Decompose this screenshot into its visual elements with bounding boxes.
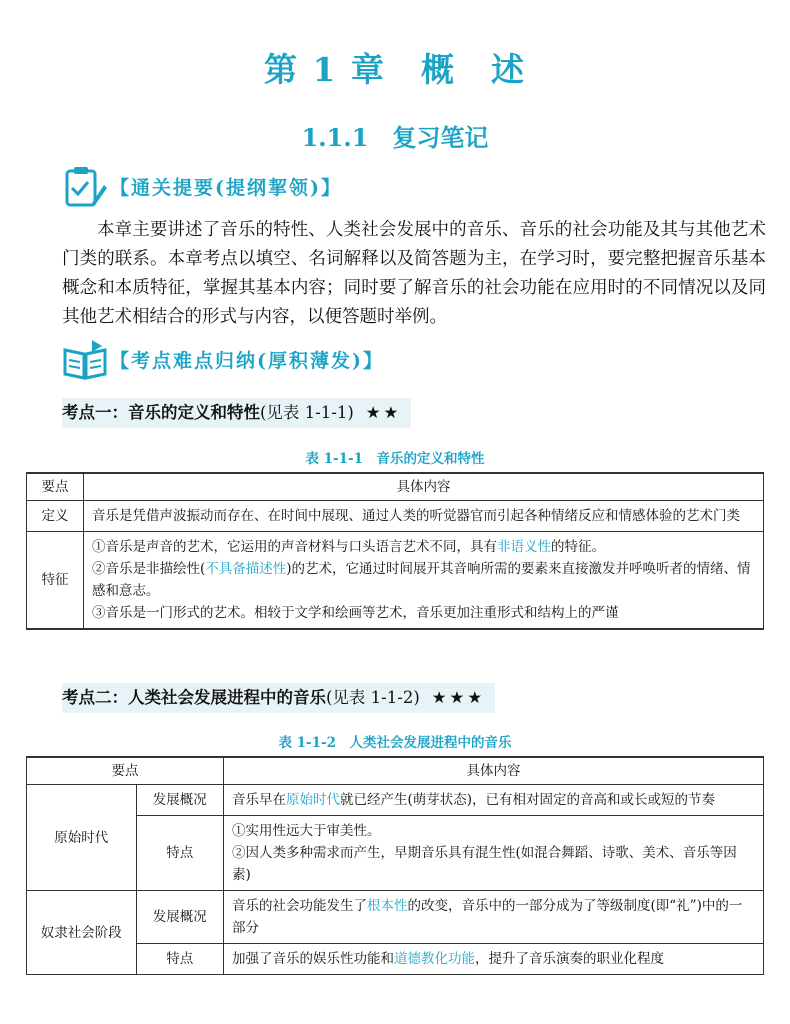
table-cell-period: 原始时代 — [27, 785, 137, 891]
keypoint-1-title — [62, 398, 411, 428]
table-cell-content: 音乐的社会功能发生了根本性的改变，音乐中的一部分成为了等级制度(即“礼”)中的一部分 — [224, 891, 764, 944]
table-cell-label: 特点 — [136, 816, 223, 891]
open-book-icon — [62, 336, 108, 382]
keypoint-1-stars: ★★ — [365, 403, 402, 422]
keypoint-1-text: 考点一：音乐的定义和特性 — [62, 403, 260, 422]
table-1-header-key: 要点 — [27, 473, 84, 501]
keypoint-2-stars: ★★★ — [431, 688, 486, 707]
chapter-title: 第 1 章 概 述 — [264, 50, 526, 89]
highlight-term: 不具备描述性 — [205, 561, 287, 577]
trait-line-1: ①音乐是声音的艺术，它运用的声音材料与口头语言艺术不同，具有非语义性的特征。 — [92, 539, 605, 555]
trait-line-3: ③音乐是一门形式的艺术。相较于文学和绘画等艺术，音乐更加注重形式和结构上的严谨 — [92, 605, 619, 621]
table-2 — [26, 756, 764, 975]
table-cell-key: 特征 — [27, 532, 84, 630]
table-cell-key: 定义 — [27, 501, 84, 532]
table-cell-content — [84, 532, 764, 630]
table-1-header-content: 具体内容 — [84, 473, 764, 501]
highlight-term: 非语义性 — [497, 539, 551, 555]
feature-line-2: ②因人类多种需求而产生，早期音乐具有混生性(如混合舞蹈、诗歌、美术、音乐等因素) — [232, 845, 737, 883]
table-cell-label: 特点 — [136, 944, 223, 975]
table-2-caption: 表 1-1-2 人类社会发展进程中的音乐 — [278, 735, 512, 751]
highlight-term: 原始时代 — [286, 792, 340, 808]
keypoint-1-ref: (见表 1-1-1) — [260, 403, 354, 422]
section-title: 1.1.1 复习笔记 — [301, 123, 489, 152]
table-row — [27, 944, 764, 975]
table-cell-content: 音乐是凭借声波振动而存在、在时间中展现、通过人类的听觉器官而引起各种情绪反应和情感体验的艺术门类 — [84, 501, 764, 532]
table-cell-label: 发展概况 — [136, 785, 223, 816]
trait-line-2: ②音乐是非描绘性(不具备描述性)的艺术，它通过时间展开其音响所需的要素来直接激发并呼唤听者的情绪、情感和意志。 — [92, 561, 751, 599]
keypoint-2-text: 考点二：人类社会发展进程中的音乐 — [62, 688, 326, 707]
table-row — [27, 816, 764, 891]
table-row — [27, 785, 764, 816]
table-2-header-content: 具体内容 — [224, 757, 764, 785]
table-cell-label: 发展概况 — [136, 891, 223, 944]
table-1-caption: 表 1-1-1 音乐的定义和特性 — [305, 451, 485, 467]
table-row — [27, 532, 764, 630]
table-cell-content: 加强了音乐的娱乐性功能和道德教化功能，提升了音乐演奏的职业化程度 — [224, 944, 764, 975]
table-row — [27, 891, 764, 944]
table-row — [27, 501, 764, 532]
highlight-term: 根本性 — [367, 898, 408, 914]
table-1 — [26, 472, 764, 630]
feature-line-1: ①实用性远大于审美性。 — [232, 823, 381, 839]
keypoint-2-title — [62, 683, 495, 713]
summary-text: 本章主要讲述了音乐的特性、人类社会发展中的音乐、音乐的社会功能及其与其他艺术门类的联系。本章考点以填空、名词解释以及简答题为主，在学习时，要完整把握音乐基本概念和本质特征，掌握其基本内容；同时要了解音乐的社会功能在应用时的不同情况以及同其他艺术相结合的形式与内容，以便答题时举例。 — [62, 220, 766, 327]
keypoints-heading-label: 【考点难点归纳(厚积薄发)】 — [110, 350, 384, 372]
table-2-header-key: 要点 — [27, 757, 224, 785]
summary-heading-label: 【通关提要(提纲挈领)】 — [110, 177, 342, 199]
clipboard-icon — [62, 163, 108, 209]
keypoint-2-ref: (见表 1-1-2) — [326, 688, 420, 707]
table-cell-period: 奴隶社会阶段 — [27, 891, 137, 975]
table-cell-content: 音乐早在原始时代就已经产生(萌芽状态)，已有相对固定的音高和或长或短的节奏 — [224, 785, 764, 816]
highlight-term: 道德教化功能 — [394, 951, 475, 967]
table-cell-content — [224, 816, 764, 891]
